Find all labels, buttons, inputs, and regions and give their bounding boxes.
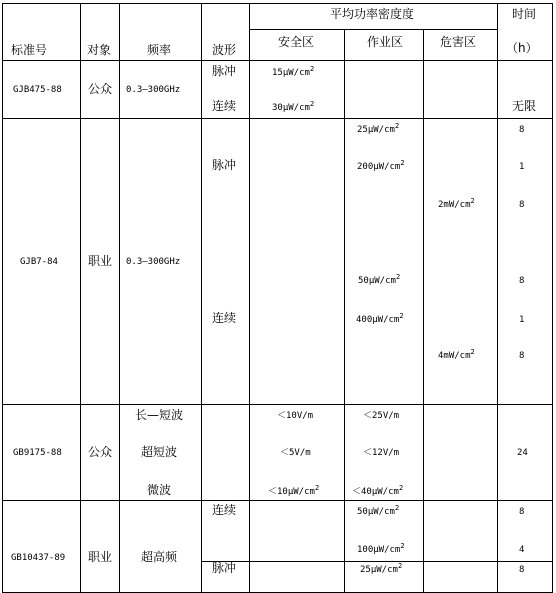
safe-limit: ＜5V/m	[280, 448, 311, 458]
target-label: 职业	[88, 550, 113, 564]
safe-density: $30\mu W/cm^2$	[272, 100, 315, 113]
frequency-band: 超高频	[141, 550, 178, 564]
exposure-time: 4	[519, 545, 525, 555]
exposure-time: 无限	[512, 99, 537, 113]
exposure-time: 8	[519, 507, 525, 517]
header-waveform: 波形	[212, 43, 237, 57]
standard-code: GB9175-88	[13, 448, 62, 458]
row-divider	[2, 404, 553, 405]
column-divider	[344, 29, 345, 593]
work-density: $50\mu W/cm^2$	[357, 504, 400, 517]
exposure-time: 8	[519, 125, 525, 135]
work-density: $25\mu W/cm^2$	[357, 122, 400, 135]
danger-density: $2mW/cm^2$	[438, 197, 475, 210]
header-danger: 危害区	[440, 35, 477, 49]
standard-code: GB10437-89	[11, 553, 66, 563]
header-density-group: 平均功率密度度	[330, 7, 415, 21]
waveform-continuous: 连续	[212, 503, 237, 517]
column-divider	[201, 3, 202, 593]
header-time: 时间	[512, 7, 537, 21]
column-divider	[423, 29, 424, 593]
exposure-time: 8	[519, 276, 525, 286]
target-label: 公众	[88, 82, 113, 96]
waveform-pulse: 脉冲	[212, 64, 237, 78]
table-border-left	[2, 3, 3, 593]
frequency-band: 超短波	[141, 445, 178, 459]
table-border-top	[2, 3, 553, 4]
work-limit: ＜12V/m	[363, 448, 400, 458]
exposure-time: 8	[519, 351, 525, 361]
waveform-pulse: 脉冲	[212, 158, 237, 172]
header-frequency: 频率	[147, 43, 172, 57]
frequency-band: 微波	[147, 483, 172, 497]
work-density: $25\mu W/cm^2$	[360, 562, 403, 575]
work-density: $50\mu W/cm^2$	[358, 273, 401, 286]
header-standard: 标准号	[11, 43, 48, 57]
waveform-continuous: 连续	[212, 311, 237, 325]
safe-density: $15\mu W/cm^2$	[272, 65, 315, 78]
standard-code: GJB475-88	[13, 85, 62, 95]
work-density: $400\mu W/cm^2$	[356, 312, 404, 325]
frequency-band: 长—短波	[135, 408, 184, 422]
header-work: 作业区	[367, 35, 404, 49]
work-limit: $<40\mu W/cm^2$	[352, 484, 404, 497]
row-divider	[2, 500, 553, 501]
table-border-right	[552, 3, 553, 593]
safe-limit: $<10\mu W/cm^2$	[268, 484, 320, 497]
exposure-time: 8	[519, 200, 525, 210]
column-divider	[249, 3, 250, 593]
standard-code: GJB7-84	[20, 257, 58, 267]
exposure-time: 1	[519, 162, 525, 172]
column-divider	[80, 3, 81, 593]
header-time-unit: （h）	[506, 41, 538, 55]
waveform-continuous: 连续	[212, 99, 237, 113]
density-subheader-rule	[250, 29, 497, 30]
work-density: $200\mu W/cm^2$	[357, 159, 405, 172]
header-bottom-rule	[2, 60, 553, 61]
frequency-range: 0.3—300GHz	[126, 85, 181, 95]
header-target: 对象	[87, 43, 112, 57]
exposure-time: 8	[519, 565, 525, 575]
subrow-divider	[201, 561, 553, 562]
target-label: 职业	[88, 254, 113, 268]
target-label: 公众	[88, 445, 113, 459]
waveform-pulse: 脉冲	[212, 561, 237, 575]
danger-density: $4mW/cm^2$	[438, 348, 475, 361]
exposure-time: 24	[517, 448, 528, 458]
work-density: $100\mu W/cm^2$	[357, 542, 405, 555]
row-divider	[2, 118, 553, 119]
header-safe: 安全区	[278, 35, 315, 49]
exposure-time: 1	[519, 315, 525, 325]
column-divider	[119, 3, 120, 593]
frequency-range: 0.3—300GHz	[126, 257, 181, 267]
column-divider	[497, 3, 498, 593]
work-limit: ＜25V/m	[363, 411, 400, 421]
safe-limit: ＜10V/m	[277, 411, 314, 421]
